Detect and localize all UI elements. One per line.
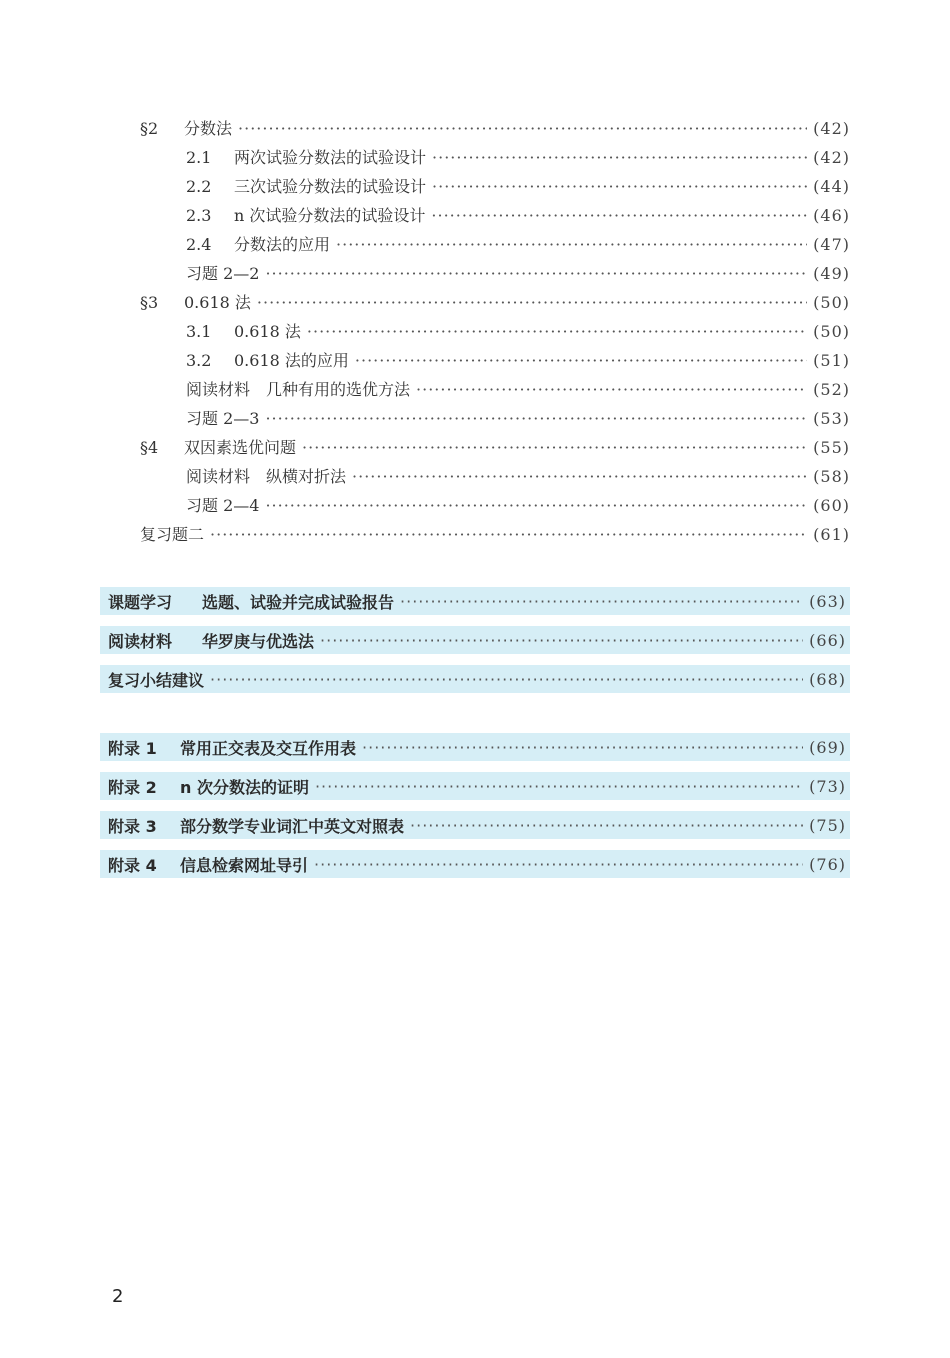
leader-dots xyxy=(314,855,803,874)
toc-title: n 次试验分数法的试验设计 xyxy=(234,206,426,225)
toc-entry-review-2[interactable] xyxy=(140,520,850,549)
leader-dots xyxy=(432,143,807,172)
toc-band-review-summary[interactable] xyxy=(100,665,850,693)
toc-page: (44) xyxy=(813,177,850,196)
toc-entry-2-1[interactable] xyxy=(186,143,850,172)
appendix-title: n 次分数法的证明 xyxy=(180,777,309,797)
leader-dots xyxy=(432,172,807,201)
toc-title: 习题 2—2 xyxy=(186,264,260,283)
leader-dots xyxy=(431,201,807,230)
toc-title: 分数法的应用 xyxy=(234,235,331,254)
appendix-page: (76) xyxy=(809,854,846,874)
toc-page: (60) xyxy=(813,496,850,515)
toc-page: (50) xyxy=(813,293,850,312)
leader-dots xyxy=(307,317,807,346)
toc-number: 3.2 xyxy=(186,351,212,370)
leader-dots xyxy=(265,404,807,433)
leader-dots xyxy=(355,346,807,375)
toc-band-project-study[interactable] xyxy=(100,587,850,615)
appendix-page: (69) xyxy=(809,737,846,757)
toc-title: 复习题二 xyxy=(140,525,205,544)
band-label: 课题学习 xyxy=(108,592,173,612)
leader-dots xyxy=(410,816,803,835)
toc-page: (53) xyxy=(813,409,850,428)
toc-entry-exercise-2-3[interactable] xyxy=(186,404,850,433)
leader-dots xyxy=(336,230,807,259)
leader-dots xyxy=(210,670,803,689)
toc-title: 分数法 xyxy=(184,119,233,138)
toc-number: 2.1 xyxy=(186,148,212,167)
toc-number: 2.2 xyxy=(186,177,212,196)
leader-dots xyxy=(400,592,803,611)
toc-entry-exercise-2-2[interactable] xyxy=(186,259,850,288)
toc-entry-3-2[interactable] xyxy=(186,346,850,375)
leader-dots xyxy=(265,491,807,520)
toc-entry-2-2[interactable] xyxy=(186,172,850,201)
toc-page: (42) xyxy=(813,148,850,167)
appendix-label: 附录 3 xyxy=(108,816,157,836)
page-number: 2 xyxy=(112,1286,124,1307)
band-title: 华罗庚与优选法 xyxy=(202,631,315,651)
band-title: 选题、试验并完成试验报告 xyxy=(202,592,395,612)
toc-appendix-2[interactable] xyxy=(100,772,850,800)
toc-entry-section-2[interactable] xyxy=(140,114,850,143)
band-title: 复习小结建议 xyxy=(108,670,205,690)
toc-appendix-4[interactable] xyxy=(100,850,850,878)
toc-page: (46) xyxy=(813,206,850,225)
leader-dots xyxy=(416,375,807,404)
toc-title: 双因素选优问题 xyxy=(184,438,297,457)
appendix-title: 部分数学专业词汇中英文对照表 xyxy=(180,816,405,836)
appendix-title: 常用正交表及交互作用表 xyxy=(180,738,357,758)
toc-title: 阅读材料 纵横对折法 xyxy=(186,467,347,486)
appendix-title: 信息检索网址导引 xyxy=(180,855,309,875)
leader-dots xyxy=(210,520,807,549)
toc-page: (47) xyxy=(813,235,850,254)
toc-page: (61) xyxy=(813,525,850,544)
leader-dots xyxy=(352,462,807,491)
toc-entry-2-4[interactable] xyxy=(186,230,850,259)
band-label: 阅读材料 xyxy=(108,631,173,651)
toc-title: 习题 2—3 xyxy=(186,409,260,428)
toc-title: 0.618 法 xyxy=(234,322,301,341)
toc-number: §3 xyxy=(140,293,159,312)
appendix-label: 附录 1 xyxy=(108,738,157,758)
toc-entry-section-3[interactable] xyxy=(140,288,850,317)
toc-title: 三次试验分数法的试验设计 xyxy=(234,177,427,196)
toc-entry-2-3[interactable] xyxy=(186,201,850,230)
toc-number: 2.4 xyxy=(186,235,212,254)
appendix-label: 附录 2 xyxy=(108,777,157,797)
toc-title: 习题 2—4 xyxy=(186,496,260,515)
leader-dots xyxy=(265,259,807,288)
toc-number: 3.1 xyxy=(186,322,212,341)
leader-dots xyxy=(320,631,803,650)
appendix-label: 附录 4 xyxy=(108,855,157,875)
toc-entry-reading-3[interactable] xyxy=(186,375,850,404)
band-page: (66) xyxy=(809,630,846,650)
toc-title: 0.618 法 xyxy=(184,293,251,312)
toc-band-reading-material[interactable] xyxy=(100,626,850,654)
toc-appendix-1[interactable] xyxy=(100,733,850,761)
toc-number: §4 xyxy=(140,438,159,457)
leader-dots xyxy=(362,738,803,757)
toc-page: (52) xyxy=(813,380,850,399)
leader-dots xyxy=(257,288,807,317)
toc-number: 2.3 xyxy=(186,206,212,225)
band-page: (63) xyxy=(809,591,846,611)
toc-entry-section-4[interactable] xyxy=(140,433,850,462)
toc-page: (58) xyxy=(813,467,850,486)
toc-page: (42) xyxy=(813,119,850,138)
toc-title: 0.618 法的应用 xyxy=(234,351,349,370)
toc-number: §2 xyxy=(140,119,159,138)
toc-entry-reading-4[interactable] xyxy=(186,462,850,491)
leader-dots xyxy=(315,777,803,796)
band-page: (68) xyxy=(809,669,846,689)
leader-dots xyxy=(302,433,807,462)
appendix-page: (75) xyxy=(809,815,846,835)
toc-page: (55) xyxy=(813,438,850,457)
toc-page: (50) xyxy=(813,322,850,341)
appendix-page: (73) xyxy=(809,776,846,796)
toc-entry-exercise-2-4[interactable] xyxy=(186,491,850,520)
toc-page: (51) xyxy=(813,351,850,370)
toc-page: (49) xyxy=(813,264,850,283)
toc-title: 阅读材料 几种有用的选优方法 xyxy=(186,380,411,399)
toc-entry-3-1[interactable] xyxy=(186,317,850,346)
toc-appendix-3[interactable] xyxy=(100,811,850,839)
leader-dots xyxy=(238,114,807,143)
toc-title: 两次试验分数法的试验设计 xyxy=(234,148,427,167)
